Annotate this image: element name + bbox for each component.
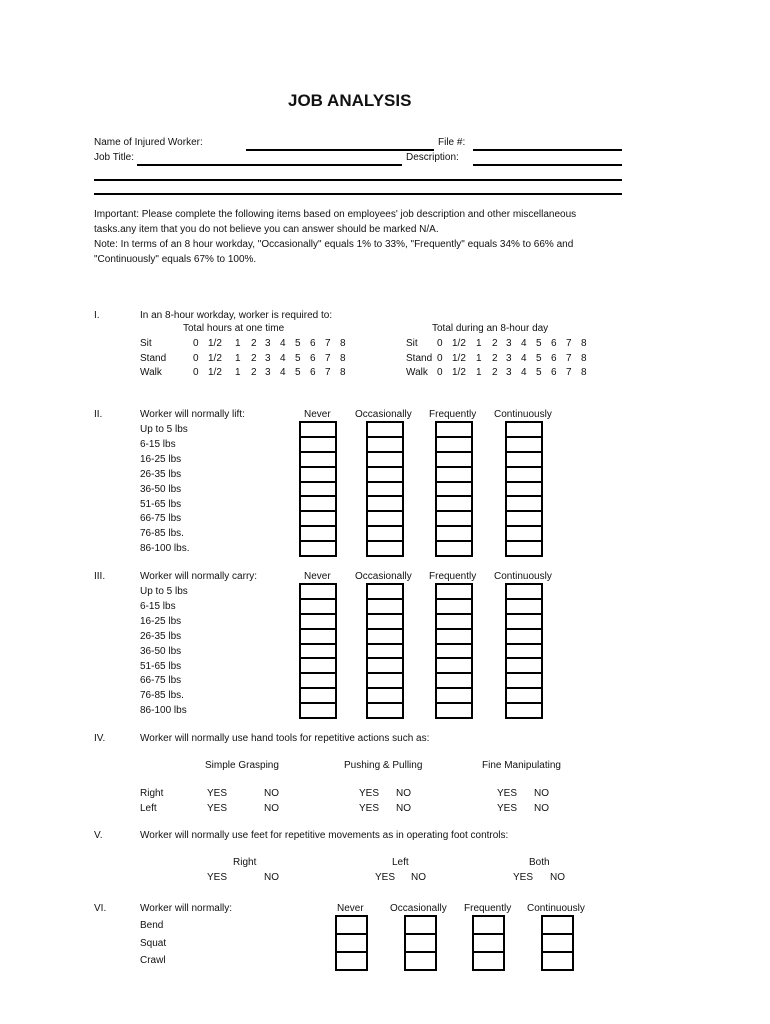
scale-value-right[interactable]: 6: [551, 338, 557, 349]
frequency-header: Occasionally: [355, 409, 412, 420]
frequency-header: Never: [304, 409, 331, 420]
carry-never-column-cell[interactable]: [301, 689, 335, 704]
scale-value-left[interactable]: 2: [251, 352, 257, 364]
yes-option[interactable]: YES: [359, 788, 380, 799]
section-number: VI.: [94, 903, 107, 914]
lift-frequently-column-cell[interactable]: [437, 527, 471, 542]
carry-occasionally-column-cell[interactable]: [368, 674, 402, 689]
section-number: I.: [94, 310, 100, 321]
carry-continuously-column: [505, 583, 543, 719]
scale-value-left[interactable]: 7: [325, 367, 331, 378]
carry-frequently-column-cell[interactable]: [437, 630, 471, 645]
weight-label: 26-35 lbs: [140, 630, 182, 642]
lift-never-column-cell[interactable]: [301, 527, 335, 542]
section-number: II.: [94, 409, 103, 420]
hand-action-label: Simple Grasping: [205, 760, 279, 771]
yes-option[interactable]: YES: [513, 872, 534, 883]
lift-never-column-cell[interactable]: [301, 512, 335, 527]
movement-never-column-cell[interactable]: [337, 935, 366, 953]
scale-value-left[interactable]: 4: [280, 352, 286, 364]
lift-occasionally-column-cell[interactable]: [368, 453, 402, 468]
weight-label: 6-15 lbs: [140, 600, 176, 612]
movement-continuously-column-cell[interactable]: [543, 917, 572, 935]
lift-continuously-column-cell[interactable]: [507, 423, 541, 438]
carry-frequently-column-cell[interactable]: [437, 600, 471, 615]
lift-occasionally-column-cell[interactable]: [368, 512, 402, 527]
scale-value-left[interactable]: 3: [265, 338, 271, 349]
yes-option[interactable]: YES: [207, 872, 228, 883]
activity-label-left: Walk: [140, 367, 162, 378]
lift-continuously-column-cell[interactable]: [507, 498, 541, 513]
carry-never-column-cell[interactable]: [301, 630, 335, 645]
activity-label-right: Walk: [406, 367, 428, 378]
carry-occasionally-column-cell[interactable]: [368, 660, 402, 675]
scale-value-right[interactable]: 1/2: [452, 367, 466, 378]
scale-value-left[interactable]: 5: [295, 338, 301, 349]
lift-never-column-cell[interactable]: [301, 542, 335, 557]
weight-label: 76-85 lbs.: [140, 690, 184, 702]
carry-occasionally-column-cell[interactable]: [368, 689, 402, 704]
scale-value-right[interactable]: 1/2: [452, 352, 466, 364]
carry-frequently-column-cell[interactable]: [437, 704, 471, 719]
section-prompt: Worker will normally lift:: [140, 409, 245, 420]
yes-option[interactable]: YES: [207, 803, 228, 814]
weight-label: Up to 5 lbs: [140, 424, 188, 435]
foot-option-label: Left: [392, 857, 409, 868]
activity-label-right: Stand: [406, 352, 433, 364]
scale-value-right[interactable]: 5: [536, 352, 542, 364]
hand-side-label: Left: [140, 803, 157, 814]
scale-value-left[interactable]: 1/2: [208, 338, 222, 349]
hand-side-label: Right: [140, 788, 164, 799]
scale-value-left[interactable]: 1: [235, 352, 241, 364]
movement-label: Crawl: [140, 955, 166, 966]
frequency-header: Never: [337, 903, 364, 914]
frequency-header: Occasionally: [390, 903, 447, 914]
lift-continuously-column-cell[interactable]: [507, 453, 541, 468]
movement-continuously-column-cell[interactable]: [543, 953, 572, 971]
lift-frequently-column-cell[interactable]: [437, 542, 471, 557]
scale-value-right[interactable]: 0: [437, 352, 443, 364]
no-option[interactable]: NO: [396, 788, 411, 799]
lift-frequently-column-cell[interactable]: [437, 423, 471, 438]
no-option[interactable]: NO: [264, 788, 279, 799]
scale-value-left[interactable]: 6: [310, 338, 316, 349]
scale-value-right[interactable]: 8: [581, 367, 587, 378]
scale-value-left[interactable]: 1: [235, 338, 241, 349]
carry-continuously-column-cell[interactable]: [507, 630, 541, 645]
instruction-line: Important: Please complete the following items based on employees' job description and other miscellaneous: [94, 209, 577, 220]
scale-header-right: Total during an 8-hour day: [432, 323, 549, 334]
carry-frequently-column: [435, 583, 473, 719]
weight-label: 16-25 lbs: [140, 453, 182, 465]
yes-option[interactable]: YES: [497, 803, 518, 814]
scale-value-right[interactable]: 7: [566, 338, 572, 349]
scale-value-left[interactable]: 6: [310, 352, 316, 364]
section-prompt: Worker will normally use hand tools for repetitive actions such as:: [140, 733, 430, 744]
no-option[interactable]: NO: [550, 872, 565, 883]
lift-never-column-cell[interactable]: [301, 438, 335, 453]
instruction-line: tasks.any item that you do not believe you can answer should be marked N/A.: [94, 224, 439, 235]
scale-value-right[interactable]: 7: [566, 367, 572, 378]
lift-occasionally-column-cell[interactable]: [368, 468, 402, 483]
carry-continuously-column-cell[interactable]: [507, 689, 541, 704]
description-line-3[interactable]: [94, 193, 622, 195]
carry-occasionally-column-cell[interactable]: [368, 600, 402, 615]
movement-never-column-cell[interactable]: [337, 917, 366, 935]
frequency-header: Continuously: [494, 571, 552, 582]
lift-continuously-column-cell[interactable]: [507, 527, 541, 542]
hand-action-label: Pushing & Pulling: [344, 760, 423, 771]
scale-value-left[interactable]: 1/2: [208, 367, 222, 378]
yes-option[interactable]: YES: [497, 788, 518, 799]
scale-value-left[interactable]: 1/2: [208, 352, 222, 364]
injured-worker-label: Name of Injured Worker:: [94, 137, 203, 148]
carry-never-column-cell[interactable]: [301, 645, 335, 660]
carry-frequently-column-cell[interactable]: [437, 615, 471, 630]
lift-frequently-column-cell[interactable]: [437, 498, 471, 513]
scale-value-right[interactable]: 3: [506, 367, 512, 378]
frequency-header: Frequently: [429, 571, 477, 582]
scale-value-left[interactable]: 7: [325, 338, 331, 349]
activity-label-right: Sit: [406, 338, 418, 349]
carry-occasionally-column: [366, 583, 404, 719]
scale-value-right[interactable]: 1: [476, 367, 482, 378]
weight-label: 36-50 lbs: [140, 483, 182, 495]
scale-value-right[interactable]: 2: [492, 338, 498, 349]
job-title-field[interactable]: [137, 164, 402, 166]
movement-frequently-column-cell[interactable]: [474, 917, 503, 935]
lift-never-column: [299, 421, 337, 557]
injured-worker-field[interactable]: [246, 149, 434, 151]
frequency-header: Continuously: [494, 409, 552, 420]
scale-value-left[interactable]: 8: [340, 338, 346, 349]
no-option[interactable]: NO: [534, 803, 549, 814]
scale-value-right[interactable]: 5: [536, 367, 542, 378]
scale-value-right[interactable]: 4: [521, 352, 527, 364]
carry-continuously-column-cell[interactable]: [507, 645, 541, 660]
lift-continuously-column: [505, 421, 543, 557]
scale-value-left[interactable]: 2: [251, 367, 257, 378]
movement-never-column-cell[interactable]: [337, 953, 366, 971]
carry-occasionally-column-cell[interactable]: [368, 645, 402, 660]
frequency-header: Frequently: [429, 409, 477, 420]
lift-never-column-cell[interactable]: [301, 453, 335, 468]
movement-frequently-column: [472, 915, 505, 971]
scale-value-right[interactable]: 7: [566, 352, 572, 364]
carry-never-column: [299, 583, 337, 719]
scale-value-left[interactable]: 6: [310, 367, 316, 378]
lift-continuously-column-cell[interactable]: [507, 468, 541, 483]
weight-label: 6-15 lbs: [140, 438, 176, 450]
frequency-header: Occasionally: [355, 571, 412, 582]
scale-value-right[interactable]: 8: [581, 352, 587, 364]
scale-value-right[interactable]: 6: [551, 352, 557, 364]
lift-occasionally-column: [366, 421, 404, 557]
movement-occasionally-column: [404, 915, 437, 971]
carry-frequently-column-cell[interactable]: [437, 689, 471, 704]
section-prompt: Worker will normally carry:: [140, 571, 258, 582]
weight-label: 51-65 lbs: [140, 660, 182, 672]
frequency-header: Frequently: [464, 903, 512, 914]
frequency-header: Continuously: [527, 903, 585, 914]
lift-never-column-cell[interactable]: [301, 423, 335, 438]
movement-label: Squat: [140, 937, 167, 949]
scale-value-right[interactable]: 1: [476, 338, 482, 349]
scale-value-left[interactable]: 7: [325, 352, 331, 364]
scale-value-left[interactable]: 5: [295, 352, 301, 364]
scale-value-right[interactable]: 0: [437, 338, 443, 349]
lift-frequently-column-cell[interactable]: [437, 483, 471, 498]
carry-never-column-cell[interactable]: [301, 615, 335, 630]
weight-label: 86-100 lbs.: [140, 543, 190, 555]
yes-option[interactable]: YES: [207, 788, 228, 799]
carry-frequently-column-cell[interactable]: [437, 585, 471, 600]
lift-frequently-column: [435, 421, 473, 557]
scale-value-right[interactable]: 3: [506, 338, 512, 349]
lift-frequently-column-cell[interactable]: [437, 468, 471, 483]
section-number: IV.: [94, 733, 106, 744]
carry-never-column-cell[interactable]: [301, 600, 335, 615]
carry-never-column-cell[interactable]: [301, 674, 335, 689]
scale-value-left[interactable]: 3: [265, 352, 271, 364]
carry-frequently-column-cell[interactable]: [437, 674, 471, 689]
weight-label: 51-65 lbs: [140, 498, 182, 510]
no-option[interactable]: NO: [411, 872, 426, 883]
carry-continuously-column-cell[interactable]: [507, 615, 541, 630]
file-label: File #:: [438, 137, 466, 148]
weight-label: 76-85 lbs.: [140, 528, 184, 540]
lift-occasionally-column-cell[interactable]: [368, 542, 402, 557]
scale-value-right[interactable]: 0: [437, 367, 443, 378]
movement-continuously-column: [541, 915, 574, 971]
lift-frequently-column-cell[interactable]: [437, 512, 471, 527]
carry-frequently-column-cell[interactable]: [437, 645, 471, 660]
frequency-header: Never: [304, 571, 331, 582]
scale-value-left[interactable]: 1: [235, 367, 241, 378]
carry-never-column-cell[interactable]: [301, 660, 335, 675]
scale-value-right[interactable]: 1/2: [452, 338, 466, 349]
lift-continuously-column-cell[interactable]: [507, 512, 541, 527]
weight-label: 16-25 lbs: [140, 615, 182, 627]
section-prompt: Worker will normally:: [140, 903, 233, 914]
carry-occasionally-column-cell[interactable]: [368, 585, 402, 600]
no-option[interactable]: NO: [264, 803, 279, 814]
job-title-label: Job Title:: [94, 152, 135, 163]
movement-label: Bend: [140, 920, 164, 931]
scale-value-left[interactable]: 8: [340, 352, 346, 364]
lift-never-column-cell[interactable]: [301, 468, 335, 483]
section-number: V.: [94, 830, 103, 841]
movement-frequently-column-cell[interactable]: [474, 953, 503, 971]
activity-label-left: Stand: [140, 352, 167, 364]
carry-continuously-column-cell[interactable]: [507, 585, 541, 600]
lift-occasionally-column-cell[interactable]: [368, 438, 402, 453]
scale-value-left[interactable]: 0: [193, 367, 199, 378]
instruction-line: "Continuously" equals 67% to 100%.: [94, 254, 257, 265]
scale-value-left[interactable]: 0: [193, 352, 199, 364]
description-line-2[interactable]: [94, 179, 622, 181]
weight-label: 66-75 lbs: [140, 513, 182, 525]
page-title: JOB ANALYSIS: [288, 91, 412, 110]
lift-never-column-cell[interactable]: [301, 498, 335, 513]
lift-occasionally-column-cell[interactable]: [368, 498, 402, 513]
lift-continuously-column-cell[interactable]: [507, 483, 541, 498]
scale-value-right[interactable]: 2: [492, 352, 498, 364]
carry-frequently-column-cell[interactable]: [437, 660, 471, 675]
scale-value-left[interactable]: 5: [295, 367, 301, 378]
weight-label: 66-75 lbs: [140, 675, 182, 687]
scale-value-right[interactable]: 4: [521, 367, 527, 378]
no-option[interactable]: NO: [264, 872, 279, 883]
scale-value-right[interactable]: 5: [536, 338, 542, 349]
movement-occasionally-column-cell[interactable]: [406, 953, 435, 971]
movement-frequently-column-cell[interactable]: [474, 935, 503, 953]
lift-occasionally-column-cell[interactable]: [368, 423, 402, 438]
scale-value-right[interactable]: 3: [506, 352, 512, 364]
activity-label-left: Sit: [140, 338, 152, 349]
section-prompt: In an 8-hour workday, worker is required to:: [140, 310, 333, 321]
scale-header-left: Total hours at one time: [183, 323, 285, 334]
foot-option-label: Both: [529, 857, 550, 868]
scale-value-left[interactable]: 3: [265, 367, 271, 378]
scale-value-left[interactable]: 8: [340, 367, 346, 378]
scale-value-right[interactable]: 6: [551, 367, 557, 378]
instruction-line: Note: In terms of an 8 hour workday, "Occasionally" equals 1% to 33%, "Frequently" equals 34% to 66% and: [94, 239, 574, 250]
movement-occasionally-column-cell[interactable]: [406, 935, 435, 953]
carry-never-column-cell[interactable]: [301, 704, 335, 719]
carry-continuously-column-cell[interactable]: [507, 674, 541, 689]
scale-value-right[interactable]: 1: [476, 352, 482, 364]
hand-action-label: Fine Manipulating: [482, 760, 561, 771]
carry-never-column-cell[interactable]: [301, 585, 335, 600]
carry-continuously-column-cell[interactable]: [507, 660, 541, 675]
weight-label: Up to 5 lbs: [140, 586, 188, 597]
lift-continuously-column-cell[interactable]: [507, 542, 541, 557]
lift-occasionally-column-cell[interactable]: [368, 483, 402, 498]
lift-continuously-column-cell[interactable]: [507, 438, 541, 453]
scale-value-left[interactable]: 4: [280, 367, 286, 378]
section-prompt: Worker will normally use feet for repetitive movements as in operating foot controls:: [140, 830, 509, 841]
weight-label: 26-35 lbs: [140, 468, 182, 480]
lift-never-column-cell[interactable]: [301, 483, 335, 498]
carry-continuously-column-cell[interactable]: [507, 704, 541, 719]
section-number: III.: [94, 571, 106, 582]
no-option[interactable]: NO: [534, 788, 549, 799]
lift-frequently-column-cell[interactable]: [437, 453, 471, 468]
carry-occasionally-column-cell[interactable]: [368, 630, 402, 645]
scale-value-left[interactable]: 4: [280, 338, 286, 349]
foot-option-label: Right: [233, 857, 257, 868]
carry-occasionally-column-cell[interactable]: [368, 704, 402, 719]
yes-option[interactable]: YES: [359, 803, 380, 814]
description-field[interactable]: [473, 164, 622, 166]
weight-label: 36-50 lbs: [140, 645, 182, 657]
scale-value-right[interactable]: 4: [521, 338, 527, 349]
lift-occasionally-column-cell[interactable]: [368, 527, 402, 542]
yes-option[interactable]: YES: [375, 872, 396, 883]
movement-continuously-column-cell[interactable]: [543, 935, 572, 953]
scale-value-left[interactable]: 0: [193, 338, 199, 349]
movement-occasionally-column-cell[interactable]: [406, 917, 435, 935]
movement-never-column: [335, 915, 368, 971]
file-field[interactable]: [473, 149, 622, 151]
scale-value-left[interactable]: 2: [251, 338, 257, 349]
carry-continuously-column-cell[interactable]: [507, 600, 541, 615]
description-label: Description:: [406, 152, 459, 163]
no-option[interactable]: NO: [396, 803, 411, 814]
scale-value-right[interactable]: 2: [492, 367, 498, 378]
lift-frequently-column-cell[interactable]: [437, 438, 471, 453]
carry-occasionally-column-cell[interactable]: [368, 615, 402, 630]
weight-label: 86-100 lbs: [140, 705, 187, 717]
scale-value-right[interactable]: 8: [581, 338, 587, 349]
